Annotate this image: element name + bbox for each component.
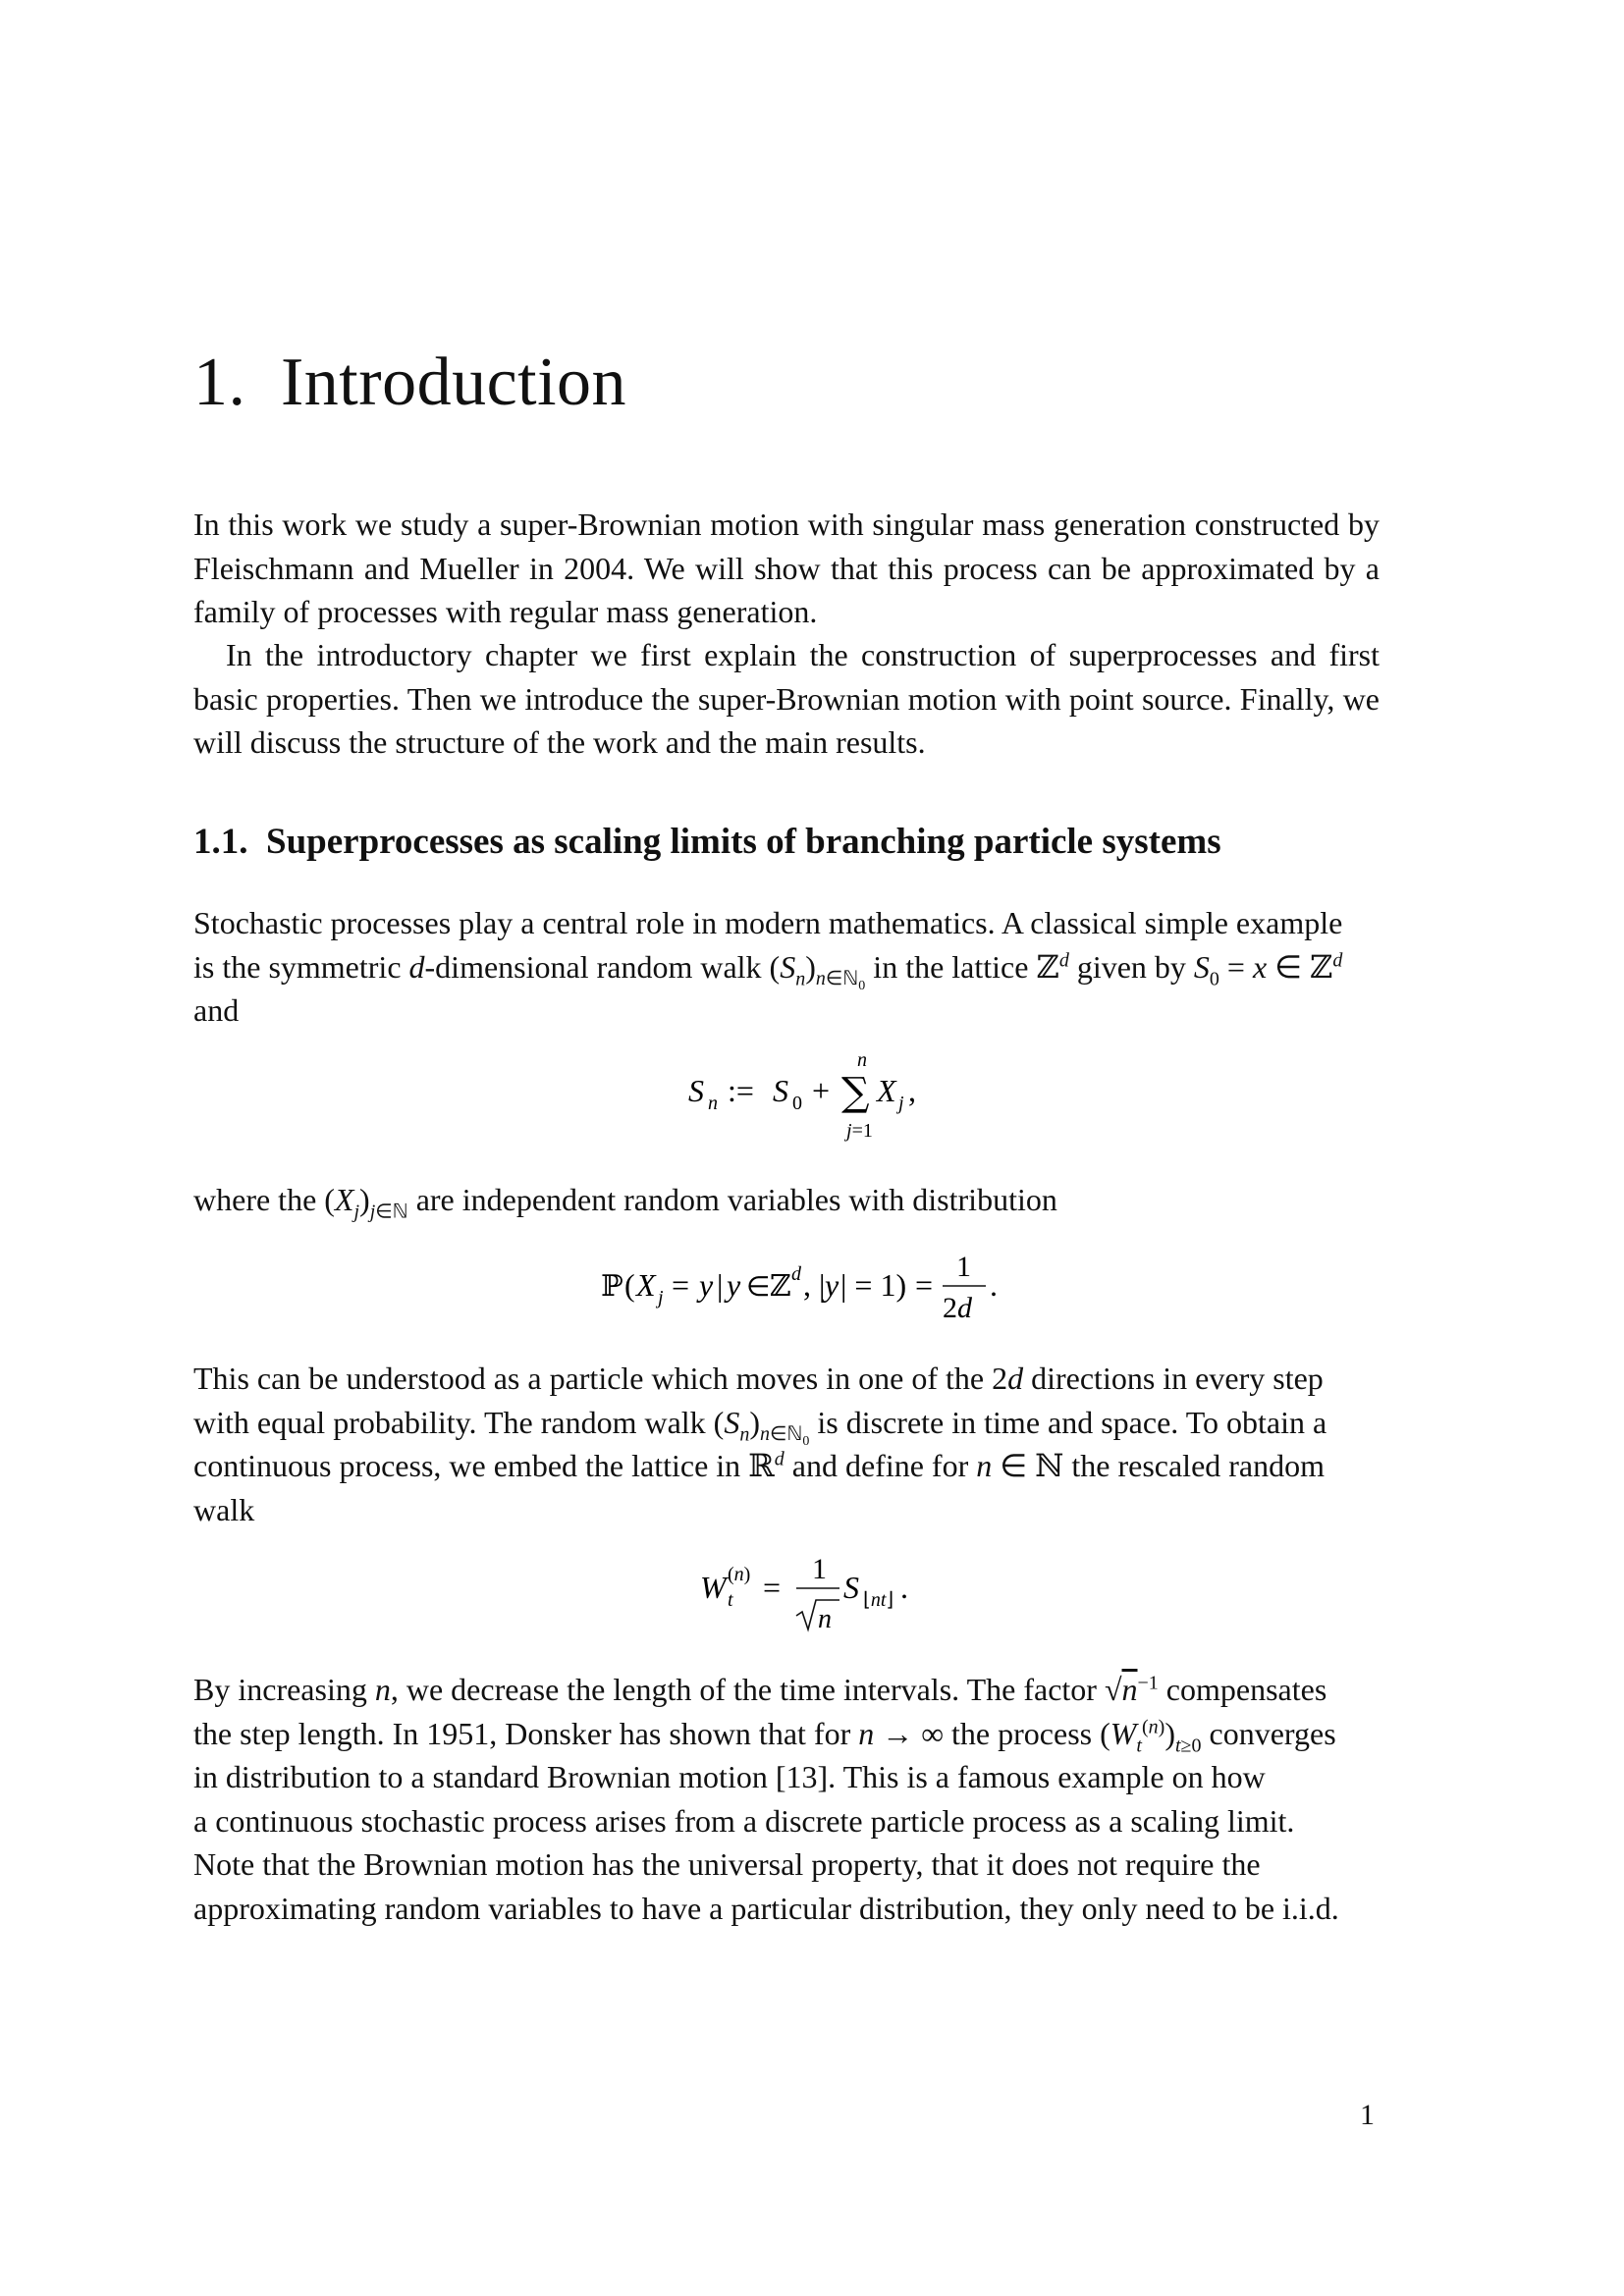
svg-text:(n): (n) xyxy=(728,1564,751,1585)
text-line: By increasing n, we decrease the length of the time intervals. The factor $√n^{-1}$ compensates xyxy=(193,1672,1327,1707)
text-line: walk xyxy=(193,1491,255,1527)
body-paragraph-4 xyxy=(193,1178,1380,1222)
svg-text:y: y xyxy=(825,1267,839,1303)
svg-text:n: n xyxy=(818,1604,832,1634)
svg-text:j: j xyxy=(898,1093,904,1114)
text-line: where the $(X_j)_{j\in ℕ}$ are independent random variables with distribution xyxy=(193,1182,1057,1223)
text-line: is the symmetric d-dimensional random walk $(S_n)_{n\in ℕ_0}$ in the lattice ℤ$^d$ given by $S_0 = x$ ∈ ℤ$^d$ xyxy=(193,947,1343,993)
equation-distribution xyxy=(0,1247,1624,1325)
svg-text:S: S xyxy=(843,1570,859,1605)
svg-text:1: 1 xyxy=(956,1251,971,1283)
svg-text:t: t xyxy=(728,1589,733,1611)
svg-text:0: 0 xyxy=(792,1093,802,1114)
svg-text:=: = xyxy=(672,1267,690,1303)
text-line: with equal probability. The random walk $(S_n)_{n\in ℕ_0}$ is discrete in time and space. To obtain a xyxy=(193,1404,1327,1449)
chapter-title: 1. Introduction xyxy=(193,345,627,420)
page-number: 1 xyxy=(1360,2099,1375,2131)
svg-text:y: y xyxy=(727,1267,741,1303)
equation-random-walk xyxy=(0,1021,1624,1148)
svg-text:ℙ: ℙ xyxy=(601,1269,623,1304)
svg-text:=: = xyxy=(763,1570,782,1605)
body-paragraph-6 xyxy=(193,1668,1380,1930)
svg-text:+: + xyxy=(812,1073,831,1108)
svg-text:|: | xyxy=(717,1267,724,1303)
svg-text:2d: 2d xyxy=(943,1292,972,1324)
svg-text:=: = xyxy=(915,1267,934,1303)
svg-text:j=1: j=1 xyxy=(846,1120,873,1142)
svg-text:.: . xyxy=(990,1267,998,1303)
equation-distribution-svg xyxy=(601,1247,1023,1325)
svg-text:W: W xyxy=(700,1570,727,1605)
svg-text:X: X xyxy=(877,1073,896,1108)
svg-text::=: := xyxy=(728,1073,754,1108)
text-line: the step length. In 1951, Donsker has shown that for n → ∞ the process $(W_t^{(n)})_{t\ge 0}$ converges xyxy=(193,1715,1336,1756)
svg-text:n: n xyxy=(857,1049,867,1071)
svg-text:X: X xyxy=(636,1267,656,1303)
svg-text:S: S xyxy=(688,1073,704,1108)
svg-text:| = 1): | = 1) xyxy=(840,1267,907,1303)
text-line: a continuous stochastic process arises from a discrete particle process as a scaling limit. xyxy=(193,1802,1295,1839)
equation-rescaled-walk xyxy=(0,1539,1624,1637)
svg-text:j: j xyxy=(658,1287,664,1308)
intro-paragraph-1: In this work we study a super-Brownian motion with singular mass generation constructed by Fleischmann and Mueller in 2004. We will show that this process can be approximated by a family of processes with regular mass generation. xyxy=(193,507,1380,629)
svg-text:y: y xyxy=(699,1267,714,1303)
text-line: continuous process, we embed the lattice in ℝ$^d$ and define for n ∈ ℕ the rescaled random xyxy=(193,1447,1326,1484)
svg-text:.: . xyxy=(900,1570,908,1605)
svg-text:ℤ: ℤ xyxy=(770,1269,791,1304)
svg-text:⌊nt⌋: ⌊nt⌋ xyxy=(863,1589,894,1611)
svg-text:∑: ∑ xyxy=(841,1070,870,1115)
text-line: This can be understood as a particle which moves in one of the 2d directions in every step xyxy=(193,1361,1324,1396)
text-line: and xyxy=(193,992,240,1028)
equation-random-walk-svg xyxy=(684,1021,940,1148)
svg-text:1: 1 xyxy=(812,1553,827,1585)
svg-text:(: ( xyxy=(624,1267,635,1303)
intro-paragraph-2: In the introductory chapter we first explain the construction of superprocesses and first basic properties. Then we introduce the super-Brownian motion with point source. Finally, we will discuss the structure of the work and the main results. xyxy=(193,637,1380,760)
body-paragraph-3 xyxy=(193,901,1380,1033)
body-paragraph-5 xyxy=(193,1357,1380,1531)
svg-text:∈: ∈ xyxy=(746,1272,771,1303)
text-line: approximating random variables to have a particular distribution, they only need to be i.i.d. xyxy=(193,1890,1339,1926)
text-line: Stochastic processes play a central role in modern mathematics. A classical simple example xyxy=(193,905,1343,940)
svg-text:d: d xyxy=(791,1263,801,1285)
section-title: 1.1. Superprocesses as scaling limits of branching particle systems xyxy=(193,822,1221,862)
svg-text:S: S xyxy=(773,1073,788,1108)
text-line: in distribution to a standard Brownian motion [13]. This is a famous example on how xyxy=(193,1759,1266,1794)
svg-text:, |: , | xyxy=(803,1267,826,1303)
svg-text:n: n xyxy=(708,1093,718,1114)
svg-text:,: , xyxy=(908,1073,916,1108)
equation-rescaled-walk-svg xyxy=(694,1539,930,1637)
text-line: Note that the Brownian motion has the universal property, that it does not require the xyxy=(193,1846,1261,1882)
